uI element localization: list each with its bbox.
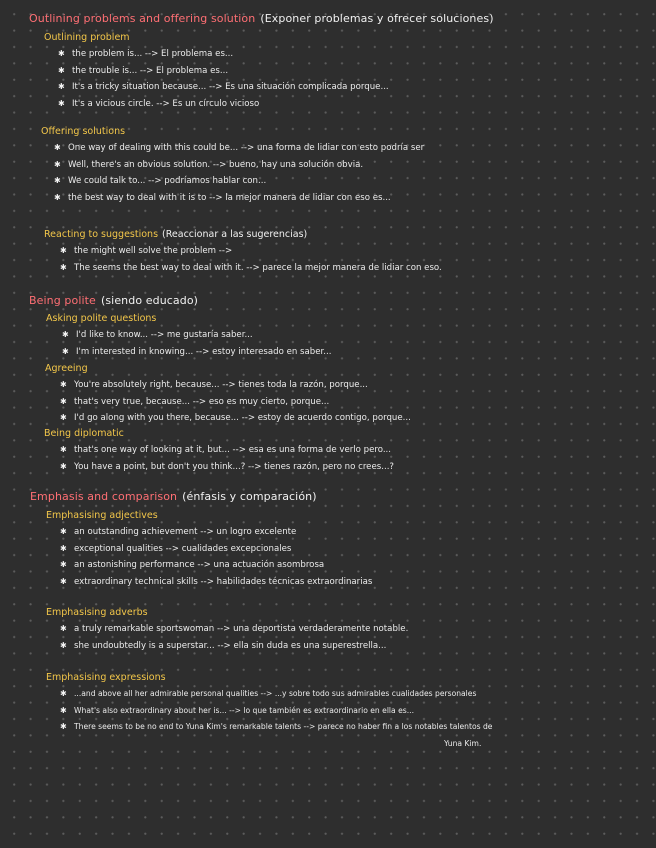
list-item: ✱ One way of dealing with this could be... --> una forma de lidiar con esto podría ser: [54, 140, 424, 157]
bullet-icon: ✱: [58, 65, 65, 75]
bullet-icon: ✱: [60, 246, 67, 255]
bullet-icon: ✱: [54, 159, 61, 169]
bullet-icon: ✱: [60, 380, 67, 389]
bullet-icon: ✱: [60, 527, 67, 536]
subheading-emphasising-expressions: [46, 672, 166, 683]
bullet-icon: ✱: [60, 640, 67, 650]
subheading-title: Emphasising adjectives: [46, 510, 158, 521]
subheading-offering-solutions: [41, 126, 125, 137]
section-translation: (siendo educado): [100, 294, 199, 307]
list-emphasising-adjectives: [60, 524, 372, 590]
subheading-title: Being diplomatic: [44, 428, 124, 439]
bullet-icon: ✱: [58, 98, 65, 108]
bullet-icon: ✱: [60, 413, 67, 422]
list-offering-solutions: [54, 140, 424, 206]
list-item: ✱ the problem is... --> El problema es...: [58, 46, 389, 63]
list-item: ✱ I'd go along with you there, because... --> estoy de acuerdo contigo, porque...: [60, 410, 411, 427]
section-title: Being polite: [29, 294, 96, 307]
list-item: ✱ extraordinary technical skills --> habilidades técnicas extraordinarias: [60, 574, 372, 591]
bullet-icon: ✱: [58, 82, 65, 91]
list-item: ✱ an astonishing performance --> una actuación asombrosa: [60, 557, 372, 574]
subheading-agreeing: [45, 363, 88, 374]
list-item: ✱ What's also extraordinary about her is... --> lo que también es extraordinario en ella es...: [60, 703, 650, 720]
bullet-icon: ✱: [60, 560, 67, 569]
subheading-reacting-suggestions: [44, 229, 307, 240]
list-item-continuation: Yuna Kim.: [444, 738, 482, 748]
bullet-icon: ✱: [60, 689, 67, 698]
section-title: Emphasis and comparison: [30, 490, 178, 503]
bullet-icon: ✱: [60, 543, 67, 553]
section-heading-being-polite: [29, 294, 198, 307]
list-item: ✱ I'd like to know... --> me gustaría saber...: [62, 327, 331, 344]
subheading-title: Outlining problem: [44, 32, 130, 43]
subheading-being-diplomatic: [44, 428, 124, 439]
list-item: ✱ It's a tricky situation because... --> Es una situación complicada porque...: [58, 79, 389, 96]
list-item: ✱ The seems the best way to deal with it. --> parece la mejor manera de lidiar con eso.: [60, 260, 442, 277]
subheading-title: Emphasising expressions: [46, 672, 166, 683]
list-item: ✱ We could talk to... --> podríamos hablar con...: [54, 173, 424, 190]
subheading-outlining-problem: [44, 32, 130, 43]
section-title: Outlining problems and offering solution: [29, 12, 256, 25]
list-item: ✱ ...and above all her admirable personal qualities --> ...y sobre todo sus admirables cualidades personales: [60, 686, 650, 703]
bullet-icon: ✱: [54, 176, 61, 185]
list-item: ✱ that's very true, because... --> eso es muy cierto, porque...: [60, 394, 411, 411]
bullet-icon: ✱: [54, 192, 61, 202]
bullet-icon: ✱: [60, 461, 67, 471]
list-item: ✱ There seems to be no end to Yuna Kim's remarkable talents --> parece no haber fin a los notables talentos de Yuna Kim.: [60, 719, 650, 752]
list-item: ✱ an outstanding achievement --> un logro excelente: [60, 524, 372, 541]
list-item: ✱ It's a vicious circle. --> Es un círculo vicioso: [58, 96, 389, 113]
subheading-title: Agreeing: [45, 363, 88, 374]
subheading-title: Reacting to suggestions: [44, 229, 159, 240]
list-item: ✱ Well, there's an obvious solution. --> bueno, hay una solución obvia.: [54, 157, 424, 174]
list-item: ✱ a truly remarkable sportswoman --> una deportista verdaderamente notable.: [60, 621, 408, 638]
list-item: ✱ the might well solve the problem -->: [60, 243, 442, 260]
subheading-emphasising-adjectives: [46, 510, 158, 521]
list-agreeing: [60, 377, 411, 427]
subheading-translation: (Reaccionar a las sugerencias): [162, 229, 308, 240]
subheading-asking-polite-questions: [46, 313, 156, 324]
subheading-title: Asking polite questions: [46, 313, 157, 324]
subheading-title: Emphasising adverbs: [46, 607, 148, 618]
list-item: ✱ I'm interested in knowing... --> estoy interesado en saber...: [62, 344, 331, 361]
bullet-icon: ✱: [60, 624, 67, 633]
bullet-icon: ✱: [62, 346, 69, 356]
section-heading-emphasis: [30, 490, 317, 503]
list-item: ✱ exceptional qualities --> cualidades excepcionales: [60, 541, 372, 558]
list-reacting-suggestions: [60, 243, 442, 276]
bullet-icon: ✱: [60, 396, 67, 406]
list-item: ✱ that's one way of looking at it, but... --> esa es una forma de verlo pero...: [60, 442, 394, 459]
bullet-icon: ✱: [60, 722, 67, 731]
section-heading-problems: [29, 12, 494, 25]
bullet-icon: ✱: [58, 49, 65, 58]
bullet-icon: ✱: [60, 705, 67, 715]
subheading-title: Offering solutions: [41, 126, 126, 137]
list-item: ✱ You have a point, but don't you think...? --> tienes razón, pero no crees...?: [60, 459, 394, 476]
bullet-icon: ✱: [54, 143, 61, 152]
list-emphasising-adverbs: [60, 621, 408, 654]
section-translation: (Exponer problemas y ofrecer soluciones): [260, 12, 494, 25]
list-item: ✱ the trouble is... --> El problema es...: [58, 63, 389, 80]
list-being-diplomatic: [60, 442, 394, 475]
list-emphasising-expressions: [60, 686, 650, 752]
section-translation: (énfasis y comparación): [182, 490, 317, 503]
list-item: ✱ she undoubtedly is a superstar... --> ella sin duda es una superestrella...: [60, 638, 408, 655]
list-item: ✱ the best way to deal with it is to --> la mejor manera de lidiar con eso es...: [54, 190, 424, 207]
bullet-icon: ✱: [60, 445, 67, 454]
bullet-icon: ✱: [60, 262, 67, 272]
list-asking-polite-questions: [62, 327, 331, 360]
list-item: ✱ You're absolutely right, because... --> tienes toda la razón, porque...: [60, 377, 411, 394]
bullet-icon: ✱: [60, 576, 67, 586]
list-outlining-problem: [58, 46, 389, 112]
subheading-emphasising-adverbs: [46, 607, 148, 618]
bullet-icon: ✱: [62, 330, 69, 339]
